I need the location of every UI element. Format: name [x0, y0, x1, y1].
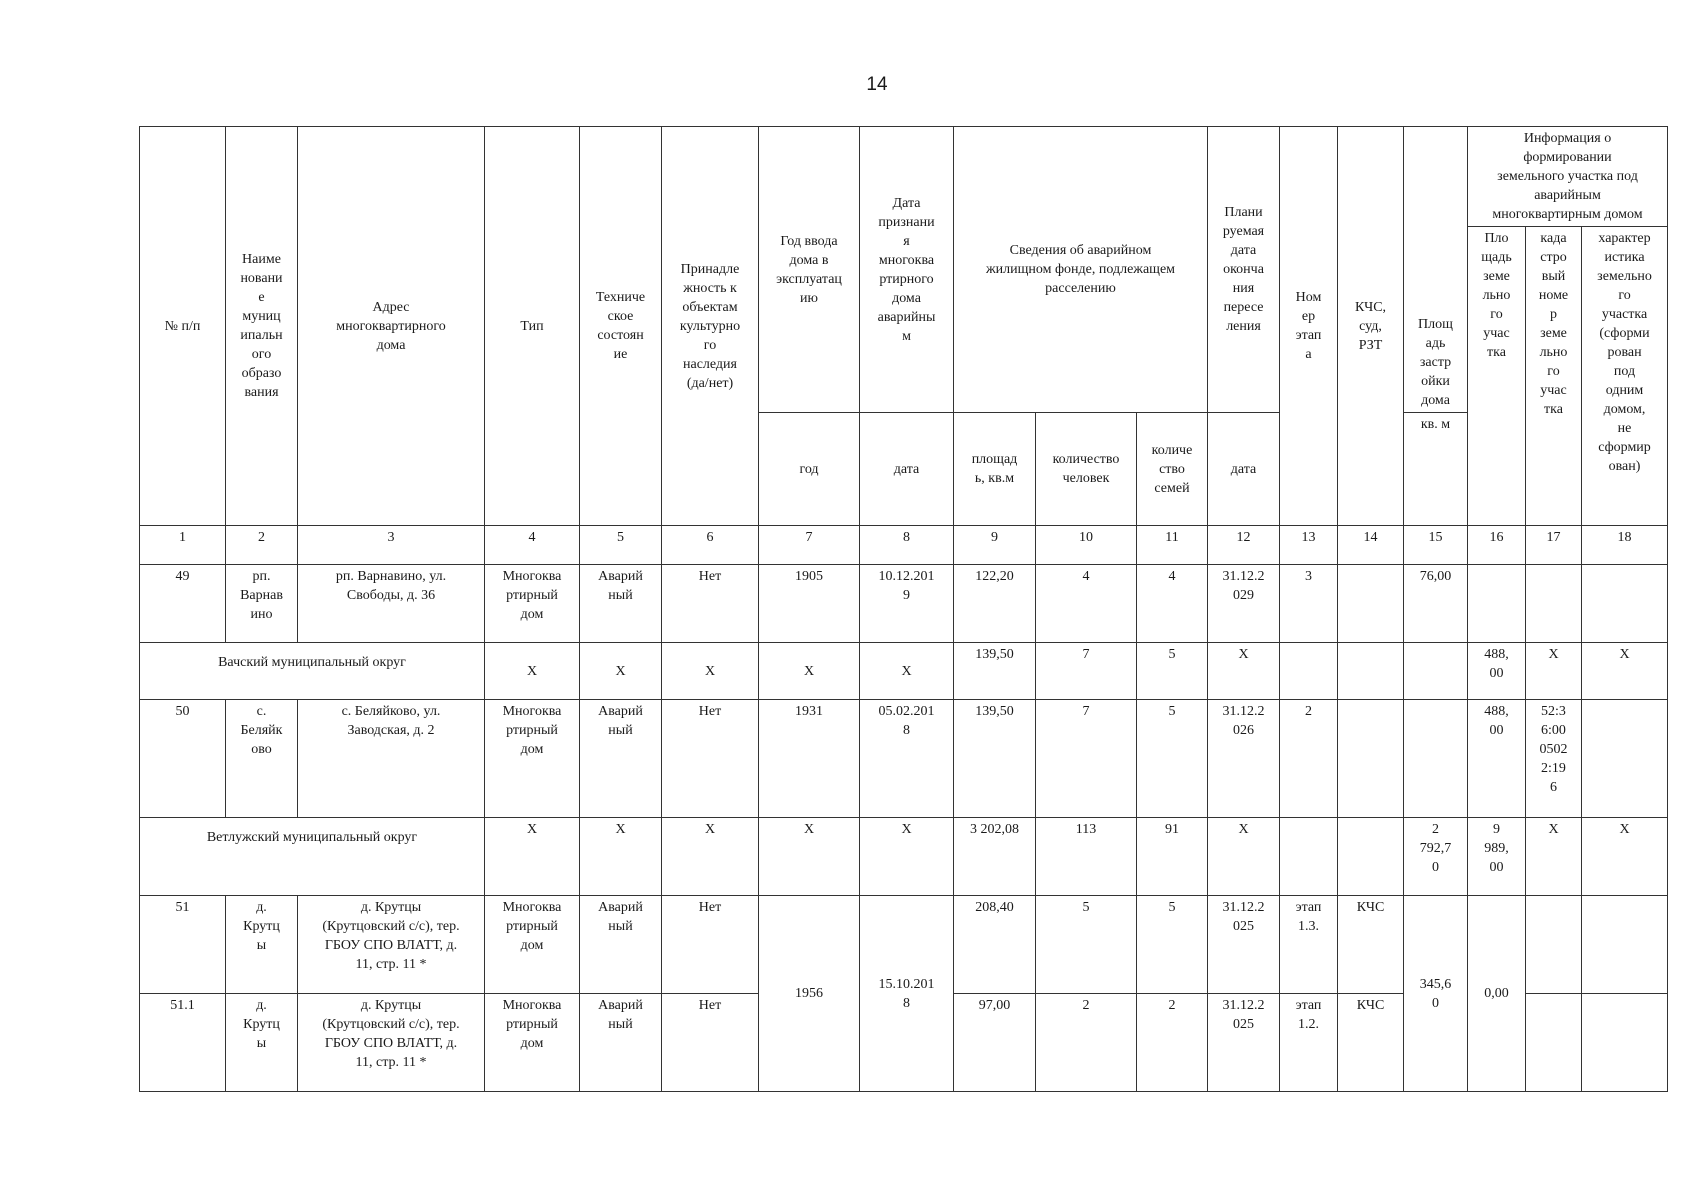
cell-condition: Х — [580, 643, 662, 700]
header-number: № п/п — [140, 127, 226, 526]
cell-kchs — [1338, 643, 1404, 700]
subheader-date: дата — [860, 413, 954, 526]
cell-end-date: Х — [1208, 643, 1280, 700]
cell-land-area: 0,00 — [1468, 896, 1526, 1092]
cell-date-emergency: 10.12.201 9 — [860, 565, 954, 643]
column-number: 17 — [1526, 526, 1582, 565]
cell-type: Многоква ртирный дом — [485, 565, 580, 643]
subtotal-municipality-name: Ветлужский муниципальный округ — [140, 818, 485, 896]
cell-cadastral-number — [1526, 994, 1582, 1092]
cell-type: Х — [485, 818, 580, 896]
header-year-built: Год ввода дома в эксплуатац ию — [759, 127, 860, 413]
cell-condition: Аварий ный — [580, 565, 662, 643]
cell-cadastral-number: Х — [1526, 643, 1582, 700]
page-number: 14 — [866, 74, 888, 95]
subheader-area: площад ь, кв.м — [954, 413, 1036, 526]
column-number: 8 — [860, 526, 954, 565]
cell-land-area — [1468, 565, 1526, 643]
table-row — [140, 896, 1668, 994]
cell-people-count: 7 — [1036, 643, 1137, 700]
cell-year-built: 1956 — [759, 896, 860, 1092]
column-number: 16 — [1468, 526, 1526, 565]
cell-date-emergency: Х — [860, 643, 954, 700]
header-cadastral-number: када стро вый номе р земе льно го учас тка — [1526, 227, 1582, 526]
cell-heritage: Х — [662, 818, 759, 896]
cell-address: д. Крутцы (Крутцовский с/с), тер. ГБОУ СПО ВЛАТТ, д. 11, стр. 11 * — [298, 994, 485, 1092]
header-stage-number: Ном ер этап а — [1280, 127, 1338, 526]
header-emergency-fund-info: Сведения об аварийном жилищном фонде, подлежащем расселению — [954, 127, 1208, 413]
header-land-area: Пло щадь земе льно го учас тка — [1468, 227, 1526, 526]
emergency-housing-table — [139, 126, 1668, 1092]
subtotal-municipality-name: Вачский муниципальный округ — [140, 643, 485, 700]
column-number: 1 — [140, 526, 226, 565]
cell-municipality: д. Крутц ы — [226, 994, 298, 1092]
cell-building-area — [1404, 643, 1468, 700]
cell-area: 122,20 — [954, 565, 1036, 643]
cell-land-characteristic — [1582, 565, 1668, 643]
column-number: 5 — [580, 526, 662, 565]
subheader-end-date: дата — [1208, 413, 1280, 526]
header-address: Адрес многоквартирного дома — [298, 127, 485, 526]
header-land-characteristic: характер истика земельно го участка (сформи рован под одним домом, не сформир ован) — [1582, 227, 1668, 526]
cell-building-area: 76,00 — [1404, 565, 1468, 643]
cell-year-built: Х — [759, 643, 860, 700]
cell-type: Многоква ртирный дом — [485, 994, 580, 1092]
cell-type: Многоква ртирный дом — [485, 896, 580, 994]
cell-condition: Аварий ный — [580, 994, 662, 1092]
cell-kchs — [1338, 565, 1404, 643]
cell-end-date: Х — [1208, 818, 1280, 896]
subheader-year: год — [759, 413, 860, 526]
header-municipality: Наиме новани е муниц ипальн ого образо вания — [226, 127, 298, 526]
cell-condition: Х — [580, 818, 662, 896]
subtotal-row — [140, 643, 1668, 700]
subtotal-row — [140, 818, 1668, 896]
cell-end-date: 31.12.2 026 — [1208, 700, 1280, 818]
column-numbers-row — [140, 526, 1668, 565]
column-number: 13 — [1280, 526, 1338, 565]
column-number: 7 — [759, 526, 860, 565]
header-land-plot-info: Информация о формировании земельного участка под аварийным многоквартирным домом — [1468, 127, 1668, 227]
cell-land-characteristic — [1582, 700, 1668, 818]
cell-stage: 3 — [1280, 565, 1338, 643]
cell-year-built: 1905 — [759, 565, 860, 643]
cell-kchs: КЧС — [1338, 994, 1404, 1092]
cell-end-date: 31.12.2 025 — [1208, 896, 1280, 994]
cell-land-area: 488, 00 — [1468, 643, 1526, 700]
cell-cadastral-number: Х — [1526, 818, 1582, 896]
cell-address: с. Беляйково, ул. Заводская, д. 2 — [298, 700, 485, 818]
table-row — [140, 700, 1668, 818]
cell-land-characteristic — [1582, 994, 1668, 1092]
cell-number: 51.1 — [140, 994, 226, 1092]
cell-land-characteristic: Х — [1582, 818, 1668, 896]
cell-heritage: Нет — [662, 700, 759, 818]
cell-year-built: Х — [759, 818, 860, 896]
cell-people-count: 113 — [1036, 818, 1137, 896]
cell-stage: этап 1.3. — [1280, 896, 1338, 994]
cell-address: рп. Варнавино, ул. Свободы, д. 36 — [298, 565, 485, 643]
cell-building-area — [1404, 700, 1468, 818]
cell-cadastral-number — [1526, 565, 1582, 643]
cell-stage: 2 — [1280, 700, 1338, 818]
cell-stage — [1280, 643, 1338, 700]
cell-type: Многоква ртирный дом — [485, 700, 580, 818]
cell-date-emergency: 05.02.201 8 — [860, 700, 954, 818]
cell-families-count: 5 — [1137, 700, 1208, 818]
column-number: 3 — [298, 526, 485, 565]
header-heritage: Принадле жность к объектам культурно го наследия (да/нет) — [662, 127, 759, 526]
cell-kchs — [1338, 818, 1404, 896]
cell-address: д. Крутцы (Крутцовский с/с), тер. ГБОУ СПО ВЛАТТ, д. 11, стр. 11 * — [298, 896, 485, 994]
cell-land-area: 9 989, 00 — [1468, 818, 1526, 896]
column-number: 4 — [485, 526, 580, 565]
header-row — [140, 127, 1668, 227]
cell-building-area: 2 792,7 0 — [1404, 818, 1468, 896]
cell-heritage: Нет — [662, 565, 759, 643]
cell-municipality: с. Беляйк ово — [226, 700, 298, 818]
cell-stage — [1280, 818, 1338, 896]
cell-land-area: 488, 00 — [1468, 700, 1526, 818]
cell-kchs: КЧС — [1338, 896, 1404, 994]
cell-families-count: 2 — [1137, 994, 1208, 1092]
cell-number: 50 — [140, 700, 226, 818]
cell-year-built: 1931 — [759, 700, 860, 818]
cell-condition: Аварий ный — [580, 896, 662, 994]
cell-heritage: Нет — [662, 994, 759, 1092]
header-type: Тип — [485, 127, 580, 526]
cell-end-date: 31.12.2 025 — [1208, 994, 1280, 1092]
header-building-area: Площ адь застр ойки дома — [1404, 127, 1468, 413]
cell-type: Х — [485, 643, 580, 700]
cell-area: 139,50 — [954, 643, 1036, 700]
subheader-area-unit: кв. м — [1404, 413, 1468, 526]
cell-municipality: рп. Варнав ино — [226, 565, 298, 643]
column-number: 14 — [1338, 526, 1404, 565]
column-number: 15 — [1404, 526, 1468, 565]
header-date-emergency: Дата признани я многоква ртирного дома аварийны м — [860, 127, 954, 413]
table-row — [140, 565, 1668, 643]
column-number: 10 — [1036, 526, 1137, 565]
header-planned-end-date: Плани руемая дата оконча ния пересе ления — [1208, 127, 1280, 413]
column-number: 2 — [226, 526, 298, 565]
subheader-people-count: количество человек — [1036, 413, 1137, 526]
cell-condition: Аварий ный — [580, 700, 662, 818]
cell-cadastral-number: 52:3 6:00 0502 2:19 6 — [1526, 700, 1582, 818]
cell-families-count: 5 — [1137, 896, 1208, 994]
cell-kchs — [1338, 700, 1404, 818]
cell-land-characteristic: Х — [1582, 643, 1668, 700]
column-number: 9 — [954, 526, 1036, 565]
cell-date-emergency: Х — [860, 818, 954, 896]
cell-heritage: Нет — [662, 896, 759, 994]
header-condition: Техниче ское состоян ие — [580, 127, 662, 526]
cell-people-count: 2 — [1036, 994, 1137, 1092]
column-number: 11 — [1137, 526, 1208, 565]
cell-people-count: 5 — [1036, 896, 1137, 994]
column-number: 6 — [662, 526, 759, 565]
column-number: 12 — [1208, 526, 1280, 565]
header-kchs: КЧС, суд, РЗТ — [1338, 127, 1404, 526]
cell-area: 97,00 — [954, 994, 1036, 1092]
cell-end-date: 31.12.2 029 — [1208, 565, 1280, 643]
cell-municipality: д. Крутц ы — [226, 896, 298, 994]
cell-families-count: 4 — [1137, 565, 1208, 643]
cell-heritage: Х — [662, 643, 759, 700]
cell-number: 51 — [140, 896, 226, 994]
cell-number: 49 — [140, 565, 226, 643]
cell-cadastral-number — [1526, 896, 1582, 994]
subheader-families-count: количе ство семей — [1137, 413, 1208, 526]
cell-people-count: 4 — [1036, 565, 1137, 643]
cell-building-area: 345,6 0 — [1404, 896, 1468, 1092]
cell-families-count: 5 — [1137, 643, 1208, 700]
cell-families-count: 91 — [1137, 818, 1208, 896]
cell-people-count: 7 — [1036, 700, 1137, 818]
cell-area: 3 202,08 — [954, 818, 1036, 896]
cell-stage: этап 1.2. — [1280, 994, 1338, 1092]
cell-area: 208,40 — [954, 896, 1036, 994]
cell-land-characteristic — [1582, 896, 1668, 994]
cell-date-emergency: 15.10.201 8 — [860, 896, 954, 1092]
cell-area: 139,50 — [954, 700, 1036, 818]
column-number: 18 — [1582, 526, 1668, 565]
